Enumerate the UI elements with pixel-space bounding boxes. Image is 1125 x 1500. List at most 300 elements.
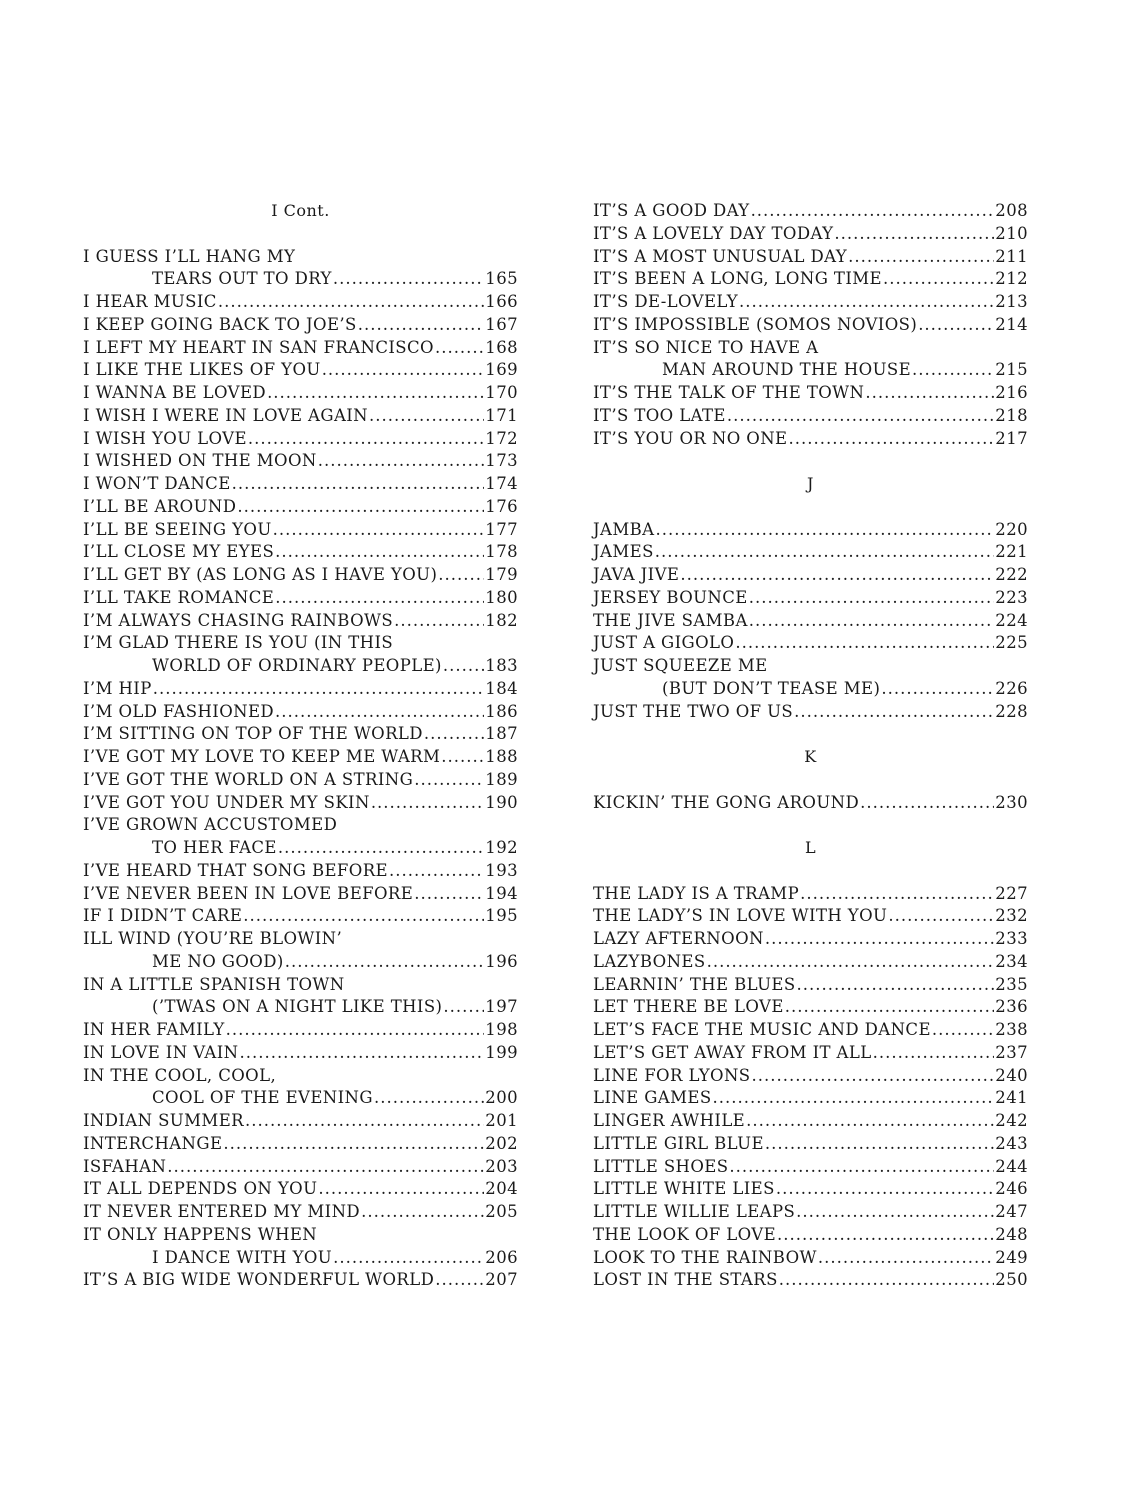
page-number: 238	[995, 1020, 1028, 1039]
dot-leader	[223, 1133, 484, 1156]
index-entry	[593, 678, 1028, 701]
index-entry	[83, 1269, 518, 1292]
index-entry-line: IN THE COOL, COOL,	[83, 1065, 277, 1085]
index-entry	[83, 610, 518, 633]
song-title: INDIAN SUMMER	[83, 1111, 244, 1130]
page-number: 187	[485, 724, 518, 744]
page-number: 194	[485, 883, 518, 903]
song-title: I WANNA BE LOVED	[83, 383, 267, 402]
page-number: 244	[995, 1156, 1028, 1176]
song-title: I’LL GET BY (AS LONG AS I HAVE YOU)	[83, 565, 438, 584]
dot-leader	[752, 1065, 995, 1088]
page-number: 215	[995, 360, 1028, 380]
section-heading: K	[804, 747, 817, 766]
page-number: 204	[485, 1179, 518, 1199]
index-entry	[83, 769, 518, 792]
song-title: IF I DIDN’T CARE	[83, 906, 243, 926]
page-number: 197	[485, 997, 518, 1017]
song-title: IT ALL DEPENDS ON YOU	[83, 1179, 318, 1199]
page-number: 178	[485, 542, 518, 562]
index-entry	[593, 519, 1028, 542]
index-entry-line: IT’S SO NICE TO HAVE A	[593, 337, 819, 357]
dot-leader	[680, 564, 994, 587]
index-entry	[593, 928, 1028, 951]
dot-leader	[389, 860, 484, 883]
dot-leader	[888, 905, 994, 928]
song-title: LITTLE GIRL BLUE	[593, 1133, 764, 1153]
page-number: 179	[485, 565, 518, 584]
page-number: 172	[485, 428, 518, 448]
index-entry	[593, 905, 1028, 928]
page-number: 237	[995, 1042, 1028, 1062]
index-entry	[593, 1065, 1028, 1088]
section-heading: J	[807, 474, 814, 493]
dot-leader	[727, 405, 994, 428]
page-number: 217	[995, 428, 1028, 448]
dot-leader	[765, 928, 994, 951]
song-title: LAZY AFTERNOON	[593, 929, 764, 948]
index-entry	[83, 701, 518, 724]
page-number: 169	[485, 360, 518, 380]
index-entry	[593, 1042, 1028, 1065]
dot-leader	[912, 359, 994, 382]
dot-leader	[322, 359, 485, 382]
dot-leader	[860, 792, 994, 815]
dot-leader	[218, 291, 484, 314]
song-title: LEARNIN’ THE BLUES	[593, 974, 796, 994]
page-number: 201	[485, 1111, 518, 1130]
dot-leader	[746, 1110, 994, 1133]
index-entry	[83, 837, 518, 860]
index-entry-line: ILL WIND (YOU’RE BLOWIN’	[83, 929, 343, 948]
dot-leader	[751, 200, 995, 223]
page-number: 235	[995, 974, 1028, 994]
index-entry	[83, 291, 518, 314]
spacer	[593, 496, 1028, 519]
page-number: 211	[995, 246, 1028, 266]
song-title: IN LOVE IN VAIN	[83, 1042, 239, 1062]
index-entry	[593, 291, 1028, 314]
page-number: 165	[485, 269, 518, 289]
song-title: I’VE GOT YOU UNDER MY SKIN	[83, 792, 370, 812]
index-entry	[593, 1110, 1028, 1133]
song-title: INTERCHANGE	[83, 1133, 223, 1153]
section-heading: I Cont.	[271, 201, 330, 220]
page-number: 166	[485, 292, 518, 311]
dot-leader	[713, 1087, 995, 1110]
dot-leader	[153, 678, 485, 701]
song-title: JUST THE TWO OF US	[593, 701, 794, 721]
dot-leader	[414, 883, 484, 906]
index-entry	[83, 951, 518, 974]
page-number: 214	[995, 314, 1028, 334]
index-entry	[83, 1042, 518, 1065]
index-entry-line: I’M GLAD THERE IS YOU (IN THIS	[83, 633, 394, 653]
song-title: LAZYBONES	[593, 951, 706, 971]
index-entry	[83, 1087, 518, 1110]
dot-leader	[655, 519, 994, 542]
index-entry	[83, 905, 518, 928]
spacer	[593, 814, 1028, 837]
song-title: I WON’T DANCE	[83, 474, 231, 493]
page-number: 243	[995, 1133, 1028, 1153]
dot-leader	[739, 291, 994, 314]
song-title: I WISH YOU LOVE	[83, 428, 247, 448]
index-entry	[83, 473, 518, 496]
dot-leader	[371, 792, 484, 815]
index-entry	[593, 1269, 1028, 1292]
page-number: 174	[485, 474, 518, 493]
index-column-left	[83, 200, 518, 1292]
page-number: 213	[995, 292, 1028, 311]
dot-leader	[918, 314, 994, 337]
dot-leader	[232, 473, 485, 496]
page-number: 182	[485, 610, 518, 630]
index-entry	[593, 359, 1028, 382]
page-number: 206	[485, 1247, 518, 1267]
index-entry	[83, 314, 518, 337]
index-entry	[593, 1156, 1028, 1179]
song-title: IT NEVER ENTERED MY MIND	[83, 1202, 361, 1221]
song-title: I’LL BE SEEING YOU	[83, 519, 272, 539]
dot-leader	[374, 1087, 484, 1110]
index-entry	[83, 723, 518, 746]
index-entry	[593, 314, 1028, 337]
page-number: 196	[485, 951, 518, 971]
dot-leader	[361, 1201, 484, 1224]
page-number: 207	[485, 1270, 518, 1290]
index-entry	[83, 1178, 518, 1201]
index-column-right	[593, 200, 1028, 1292]
page-number: 247	[995, 1202, 1028, 1221]
dot-leader	[865, 382, 994, 405]
song-title: I’M OLD FASHIONED	[83, 701, 275, 721]
page-number: 202	[485, 1133, 518, 1153]
song-title: IT’S THE TALK OF THE TOWN	[593, 383, 865, 402]
dot-leader	[438, 564, 484, 587]
song-title: IT’S BEEN A LONG, LONG TIME	[593, 269, 882, 289]
page-number: 228	[995, 701, 1028, 721]
index-entry	[593, 405, 1028, 428]
index-entry	[593, 223, 1028, 246]
index-entry	[593, 1178, 1028, 1201]
spacer	[593, 769, 1028, 792]
song-title: JAMES	[593, 542, 654, 562]
page-number: 220	[995, 519, 1028, 539]
dot-leader	[735, 632, 994, 655]
song-title: ISFAHAN	[83, 1156, 167, 1176]
dot-leader	[239, 1042, 484, 1065]
song-title: I’VE NEVER BEEN IN LOVE BEFORE	[83, 883, 414, 903]
song-title: (’TWAS ON A NIGHT LIKE THIS)	[152, 997, 443, 1017]
index-entry	[593, 1201, 1028, 1224]
page-number: 222	[995, 565, 1028, 584]
dot-leader	[275, 701, 484, 724]
dot-leader	[443, 655, 484, 678]
page-number: 177	[485, 519, 518, 539]
song-title: I’VE HEARD THAT SONG BEFORE	[83, 860, 388, 880]
index-entry-line: IT ONLY HAPPENS WHEN	[83, 1224, 318, 1244]
song-title: I LEFT MY HEART IN SAN FRANCISCO	[83, 337, 434, 357]
index-entry	[593, 792, 1028, 815]
song-title: IT’S DE-LOVELY	[593, 292, 739, 311]
song-title: I’M SITTING ON TOP OF THE WORLD	[83, 724, 423, 744]
song-title: LITTLE WILLIE LEAPS	[593, 1202, 796, 1221]
dot-leader	[248, 428, 484, 451]
dot-leader	[883, 268, 994, 291]
song-title: LINGER AWHILE	[593, 1111, 746, 1130]
page-number: 234	[995, 951, 1028, 971]
index-entry	[593, 382, 1028, 405]
song-title: I’LL BE AROUND	[83, 496, 237, 516]
song-title: I WISH I WERE IN LOVE AGAIN	[83, 405, 369, 425]
song-title: LITTLE WHITE LIES	[593, 1179, 775, 1199]
dot-leader	[318, 1178, 484, 1201]
song-title: IT’S A LOVELY DAY TODAY	[593, 223, 834, 243]
dot-leader	[707, 951, 995, 974]
index-entry	[83, 883, 518, 906]
song-title: I’M HIP	[83, 678, 152, 698]
dot-leader	[834, 223, 994, 246]
song-title: LITTLE SHOES	[593, 1156, 729, 1176]
dot-leader	[932, 1019, 994, 1042]
index-entry	[83, 1110, 518, 1133]
page-number: 240	[995, 1065, 1028, 1085]
dot-leader	[443, 996, 484, 1019]
song-title: JERSEY BOUNCE	[593, 587, 748, 607]
page-number: 171	[485, 405, 518, 425]
dot-leader	[237, 496, 484, 519]
index-entry	[83, 564, 518, 587]
page-number: 186	[485, 701, 518, 721]
song-title: I DANCE WITH YOU	[152, 1247, 333, 1267]
song-title: THE LADY’S IN LOVE WITH YOU	[593, 906, 888, 926]
song-title: I WISHED ON THE MOON	[83, 451, 317, 471]
dot-leader	[318, 450, 485, 473]
page-number: 216	[995, 383, 1028, 402]
index-entry	[593, 200, 1028, 223]
spacer	[593, 723, 1028, 746]
page-number: 205	[485, 1202, 518, 1221]
page-number: 221	[995, 542, 1028, 562]
page-number: 176	[485, 496, 518, 516]
index-entry-line: IN A LITTLE SPANISH TOWN	[83, 974, 345, 994]
song-title: COOL OF THE EVENING	[152, 1088, 373, 1108]
index-entry	[83, 337, 518, 360]
spacer	[83, 223, 518, 246]
page-number: 227	[995, 883, 1028, 903]
dot-leader	[285, 951, 485, 974]
index-entry	[83, 1201, 518, 1224]
dot-leader	[873, 1042, 995, 1065]
dot-leader	[796, 1201, 994, 1224]
index-entry	[593, 610, 1028, 633]
index-entry	[83, 1156, 518, 1179]
dot-leader	[273, 519, 485, 542]
index-entry	[593, 564, 1028, 587]
dot-leader	[435, 337, 484, 360]
index-entry	[83, 1247, 518, 1270]
song-title: JAMBA	[593, 519, 655, 539]
dot-leader	[369, 405, 484, 428]
index-entry	[83, 678, 518, 701]
index-entry-line: I’VE GROWN ACCUSTOMED	[83, 815, 338, 835]
dot-leader	[794, 701, 994, 724]
index-entry	[83, 1019, 518, 1042]
dot-leader	[394, 610, 484, 633]
index-entry	[83, 359, 518, 382]
song-title: LINE GAMES	[593, 1088, 712, 1108]
index-entry	[83, 655, 518, 678]
page-number: 208	[995, 201, 1028, 220]
page-number: 232	[995, 906, 1028, 926]
page-number: 233	[995, 929, 1028, 948]
song-title: I’M ALWAYS CHASING RAINBOWS	[83, 610, 394, 630]
index-entry	[83, 405, 518, 428]
page-number: 173	[485, 451, 518, 471]
page-number: 200	[485, 1088, 518, 1108]
index-entry	[83, 587, 518, 610]
page-number: 180	[485, 587, 518, 607]
page-number: 236	[995, 997, 1028, 1017]
index-entry	[593, 883, 1028, 906]
page-number: 170	[485, 383, 518, 402]
index-entry-line: I GUESS I’LL HANG MY	[83, 246, 296, 266]
song-title: WORLD OF ORDINARY PEOPLE)	[152, 656, 442, 675]
index-entry	[593, 541, 1028, 564]
index-entry	[593, 268, 1028, 291]
page-number: 203	[485, 1156, 518, 1176]
song-title: ME NO GOOD)	[152, 951, 284, 971]
song-title: I’LL CLOSE MY EYES	[83, 542, 275, 562]
index-entry	[83, 541, 518, 564]
song-title: LINE FOR LYONS	[593, 1065, 751, 1085]
page-number: 218	[995, 405, 1028, 425]
page-number: 188	[485, 747, 518, 766]
index-entry	[83, 450, 518, 473]
page-number: 198	[485, 1020, 518, 1039]
song-title: IT’S YOU OR NO ONE	[593, 428, 788, 448]
page-number: 242	[995, 1111, 1028, 1130]
dot-leader	[441, 746, 484, 769]
index-entry	[593, 428, 1028, 451]
song-title: I’LL TAKE ROMANCE	[83, 587, 275, 607]
song-title: IT’S A GOOD DAY	[593, 201, 750, 220]
index-entry	[83, 382, 518, 405]
page-number: 250	[995, 1270, 1028, 1290]
song-title: IT’S A BIG WIDE WONDERFUL WORLD	[83, 1270, 435, 1290]
dot-leader	[789, 428, 995, 451]
song-title: IT’S A MOST UNUSUAL DAY	[593, 246, 848, 266]
song-title: LET’S FACE THE MUSIC AND DANCE	[593, 1020, 931, 1039]
index-entry	[83, 428, 518, 451]
page-number: 199	[485, 1042, 518, 1062]
song-title: TO HER FACE	[152, 838, 277, 857]
dot-leader	[245, 1110, 484, 1133]
song-title: JUST A GIGOLO	[593, 633, 735, 653]
song-title: THE LOOK OF LOVE	[593, 1224, 777, 1244]
page-number: 246	[995, 1179, 1028, 1199]
index-entry	[83, 860, 518, 883]
song-title: IT’S IMPOSSIBLE (SOMOS NOVIOS)	[593, 314, 918, 334]
song-title: I’VE GOT THE WORLD ON A STRING	[83, 769, 414, 789]
index-entry	[593, 951, 1028, 974]
page-number: 241	[995, 1088, 1028, 1108]
dot-leader	[777, 1224, 994, 1247]
song-title: LOST IN THE STARS	[593, 1270, 778, 1290]
page-number: 248	[995, 1224, 1028, 1244]
dot-leader	[749, 610, 995, 633]
index-entry	[83, 746, 518, 769]
song-title: MAN AROUND THE HOUSE	[662, 360, 912, 380]
index-entry	[593, 1019, 1028, 1042]
song-title: THE JIVE SAMBA	[593, 610, 748, 630]
index-entry	[593, 701, 1028, 724]
page-number: 190	[485, 792, 518, 812]
song-title: I’VE GOT MY LOVE TO KEEP ME WARM	[83, 747, 441, 766]
dot-leader	[267, 382, 484, 405]
dot-leader	[333, 1247, 484, 1270]
page-number: 225	[995, 633, 1028, 653]
index-entry	[593, 632, 1028, 655]
dot-leader	[779, 1269, 995, 1292]
page-number: 189	[485, 769, 518, 789]
dot-leader	[333, 268, 484, 291]
song-title: LET’S GET AWAY FROM IT ALL	[593, 1042, 872, 1062]
song-title: LOOK TO THE RAINBOW	[593, 1247, 817, 1267]
dot-leader	[818, 1247, 994, 1270]
index-entry	[593, 246, 1028, 269]
index-entry	[593, 1224, 1028, 1247]
song-title: JAVA JIVE	[593, 565, 680, 584]
dot-leader	[435, 1269, 484, 1292]
index-entry	[83, 268, 518, 291]
page-number: 193	[485, 860, 518, 880]
page-number: 167	[485, 314, 518, 334]
dot-leader	[749, 587, 995, 610]
dot-leader	[797, 974, 995, 997]
dot-leader	[800, 883, 994, 906]
spacer	[593, 450, 1028, 473]
page-number: 184	[485, 678, 518, 698]
song-title: I HEAR MUSIC	[83, 292, 217, 311]
index-entry-line: JUST SQUEEZE ME	[593, 656, 768, 675]
song-title: (BUT DON’T TEASE ME)	[662, 678, 881, 698]
song-title: IT’S TOO LATE	[593, 405, 726, 425]
dot-leader	[414, 769, 484, 792]
dot-leader	[848, 246, 994, 269]
dot-leader	[785, 996, 995, 1019]
dot-leader	[776, 1178, 994, 1201]
page-number: 168	[485, 337, 518, 357]
page-number: 210	[995, 223, 1028, 243]
dot-leader	[655, 541, 995, 564]
song-title: KICKIN’ THE GONG AROUND	[593, 792, 860, 812]
dot-leader	[881, 678, 994, 701]
page-number: 230	[995, 792, 1028, 812]
index-entry	[593, 996, 1028, 1019]
song-title: I LIKE THE LIKES OF YOU	[83, 360, 321, 380]
page-number: 223	[995, 587, 1028, 607]
page-number: 183	[485, 656, 518, 675]
page-number: 195	[485, 906, 518, 926]
song-title: LET THERE BE LOVE	[593, 997, 784, 1017]
dot-leader	[226, 1019, 485, 1042]
section-heading: L	[804, 838, 817, 857]
dot-leader	[424, 723, 484, 746]
index-entry	[593, 1133, 1028, 1156]
dot-leader	[243, 905, 484, 928]
